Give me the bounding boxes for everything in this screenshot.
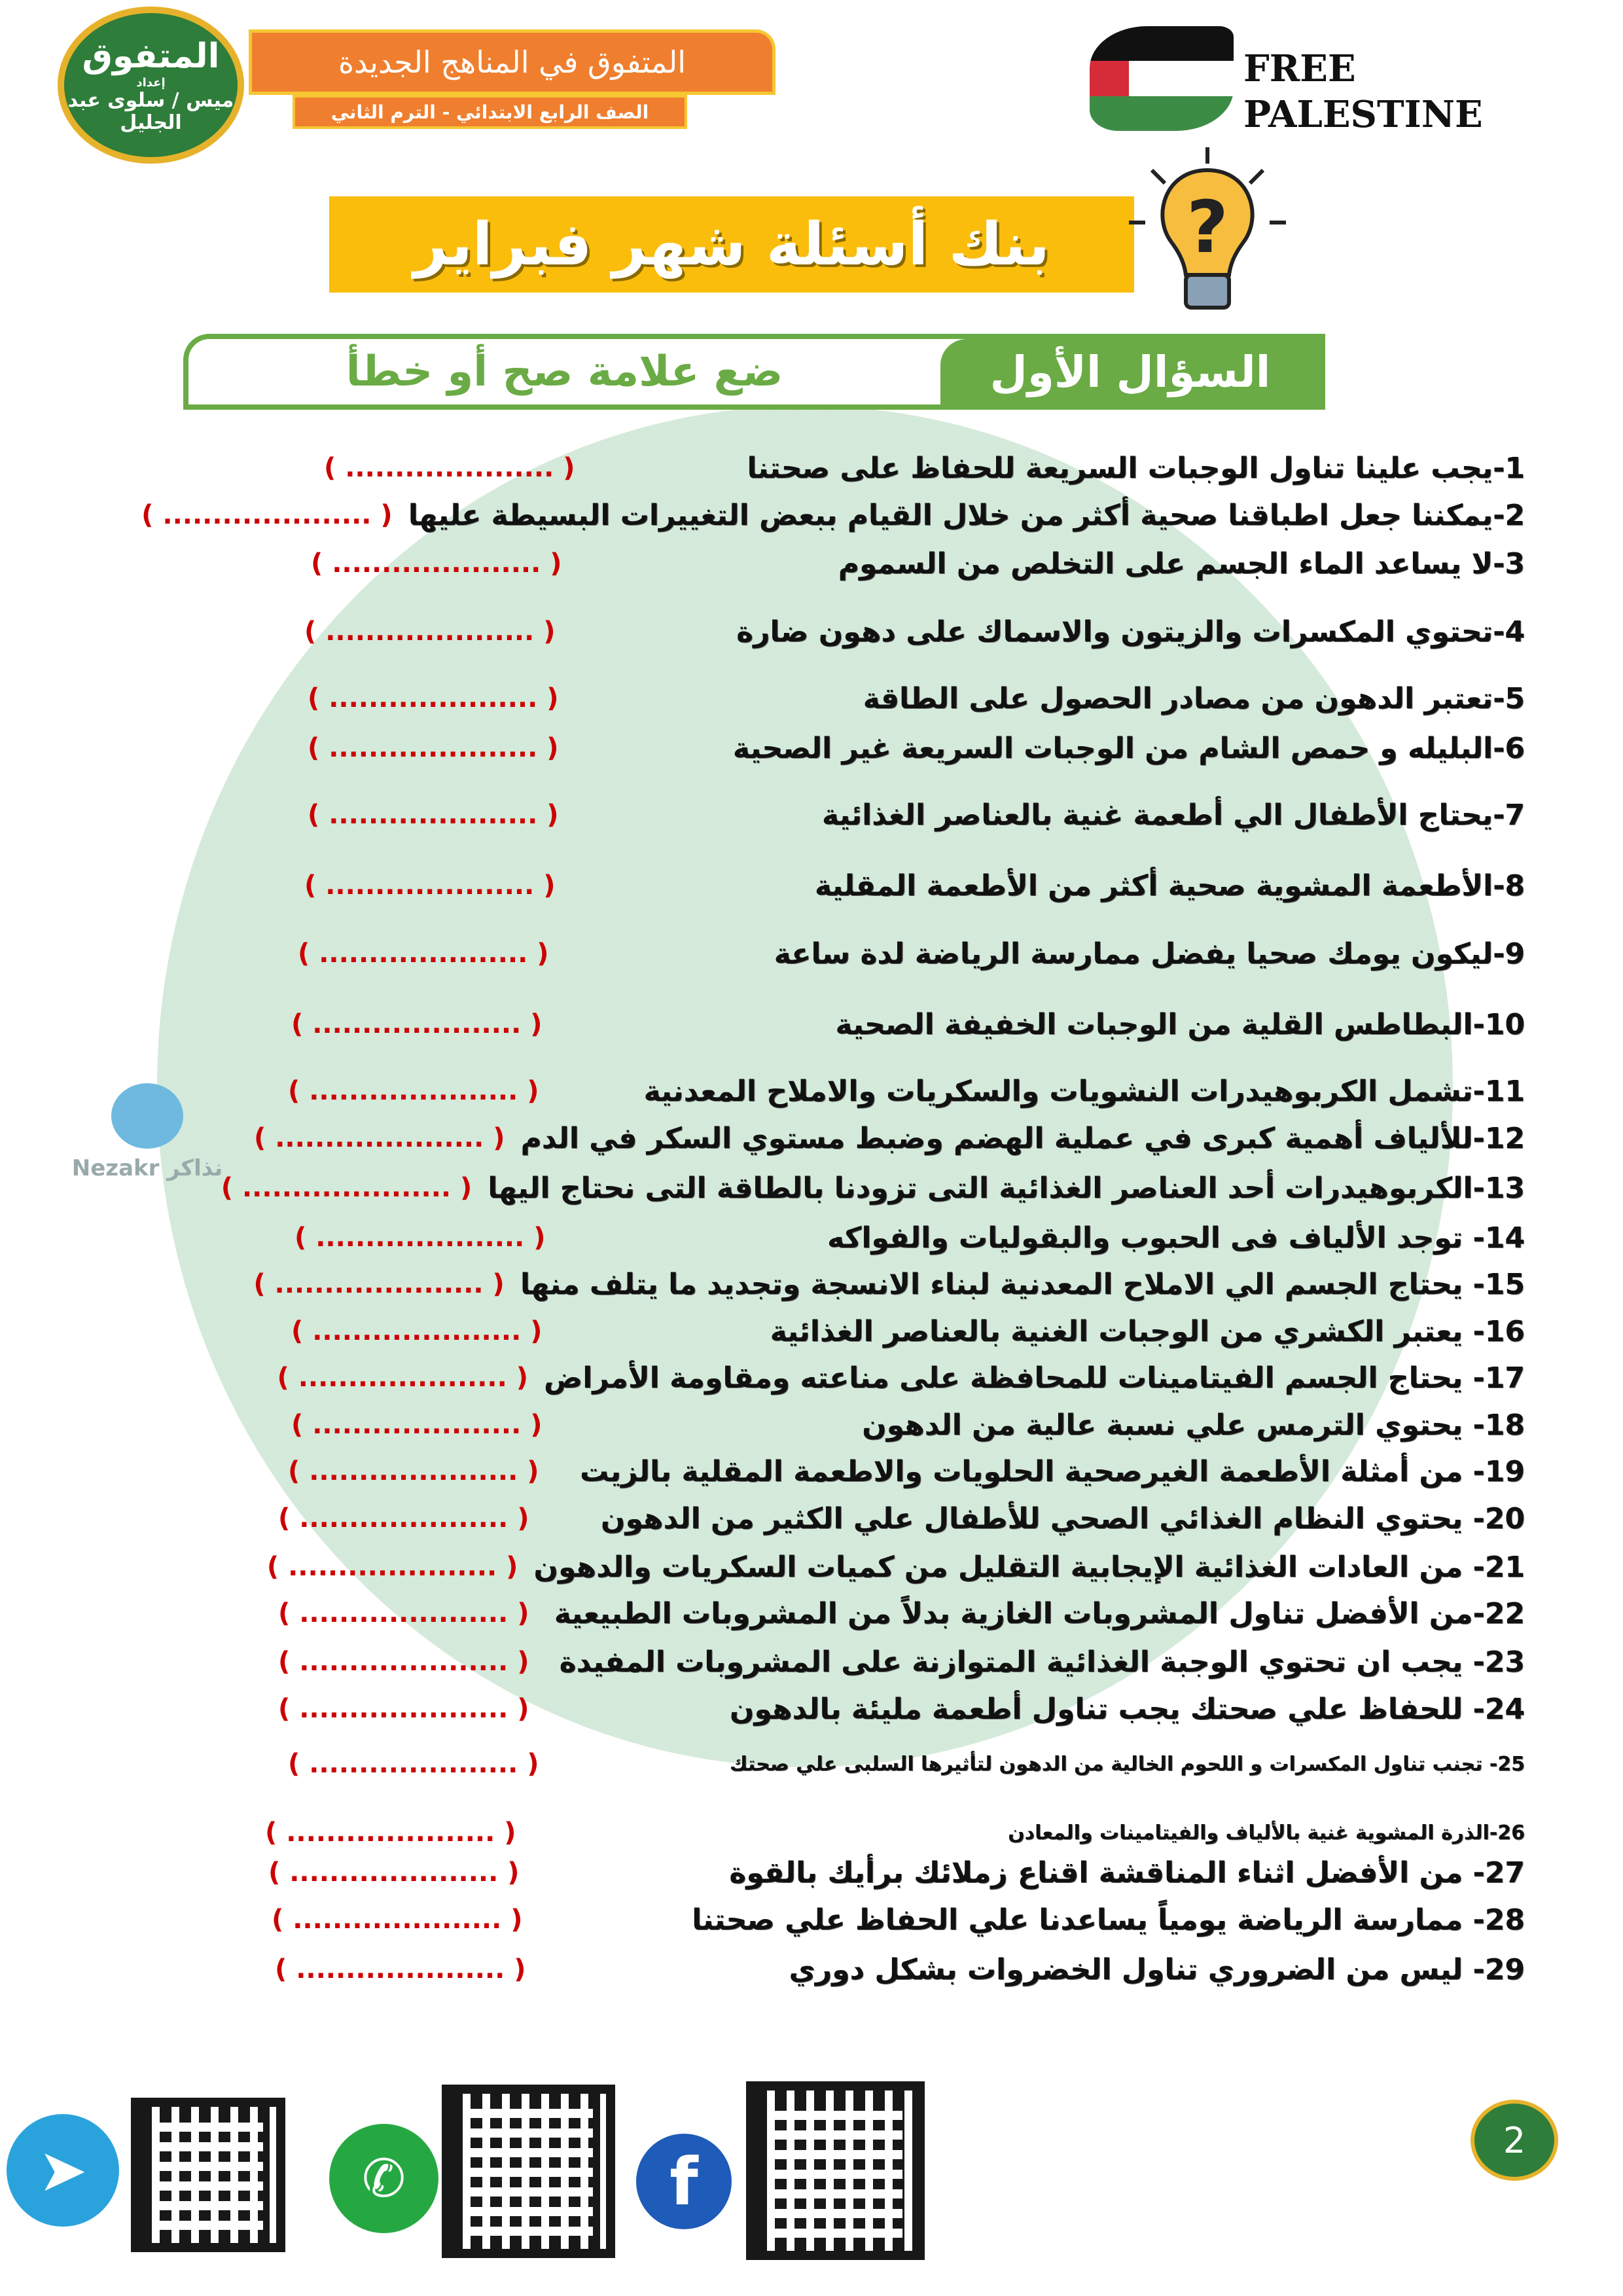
question-text: 16- يعتبر الكشري من الوجبات الغنية بالعناصر الغذائية [770,1315,1525,1348]
question-text: 20- يحتوي النظام الغذائي الصحي للأطفال علي الكثير من الدهون [600,1502,1525,1535]
answer-blank[interactable]: ( ..................... ) [288,1749,539,1779]
answer-blank[interactable]: ( ..................... ) [272,1905,523,1935]
question-text: 9-ليكون يومك صحيا يفضل ممارسة الرياضة لدة ساعة [774,937,1525,971]
question-text: 15- يحتاج الجسم الي الاملاح المعدنية لبناء الانسجة وتجديد ما يتلف منها [520,1268,1525,1301]
question-text: 25- تجنب تناول المكسرات و اللحوم الخالية من الدهون لتأثيرها السلبى علي صحتك [729,1753,1525,1776]
answer-blank[interactable]: ( ..................... ) [291,1009,543,1039]
page-title: بنك أسئلة شهر فبراير [329,196,1134,293]
answer-blank[interactable]: ( ..................... ) [268,1857,520,1888]
answer-blank[interactable]: ( ..................... ) [275,1954,526,1984]
question-text: 7-يحتاج الأطفال الي أطعمة غنية بالعناصر الغذائية [821,798,1525,832]
logo-prepared-by: إعداد [136,75,166,90]
question-text: 5-تعتبر الدهون من مصادر الحصول على الطاقة [863,682,1525,715]
whatsapp-icon[interactable]: ✆ [329,2124,438,2233]
facebook-icon[interactable]: f [636,2134,732,2229]
brand-logo [58,7,244,164]
question-text: 4-تحتوي المكسرات والزيتون والاسماك على دهون ضارة [736,615,1525,649]
answer-blank[interactable]: ( ..................... ) [304,870,556,901]
answer-blank[interactable]: ( ..................... ) [308,733,559,763]
svg-text:?: ? [1186,185,1228,269]
question-text: 28- ممارسة الرياضة يومياً يساعدنا علي الحفاظ علي صحتنا [692,1903,1525,1937]
answer-blank[interactable]: ( ..................... ) [308,683,559,713]
question-text: 14- توجد الألياف فى الحبوب والبقوليات والفواكه [827,1221,1525,1255]
answer-blank[interactable]: ( ..................... ) [298,939,549,969]
answer-blank[interactable]: ( ..................... ) [288,1456,539,1486]
question-text: 13-الكربوهيدرات أحد العناصر الغذائية التى تزودنا بالطاقة التى نحتاج اليها [488,1172,1525,1205]
question-text: 3-لا يساعد الماء الجسم على التخلص من السموم [838,547,1525,581]
question-text: 11-تشمل الكربوهيدرات النشويات والسكريات والاملاح المعدنية [643,1075,1525,1108]
answer-blank[interactable]: ( ..................... ) [278,1598,529,1628]
question-text: 19- من أمثلة الأطعمة الغيرصحية الحلويات والاطعمة المقلية بالزيت [580,1455,1525,1488]
logo-author: ميس / سلوى عبد الجليل [67,88,234,134]
telegram-qr-code [131,2098,285,2252]
facebook-qr-code [746,2081,925,2260]
question-text: 1-يجب علينا تناول الوجبات السريعة للحفاظ على صحتنا [747,452,1525,485]
question-instruction: ضع علامة صح أو خطأ [346,348,783,396]
question-text: 2-يمكننا جعل اطباقنا صحية أكثر من خلال القيام ببعض التغييرات البسيطة عليها [408,499,1525,532]
nezakr-text: Nezakr نذاكر [71,1155,223,1181]
answer-blank[interactable]: ( ..................... ) [278,1503,529,1534]
series-banner: المتفوق في المناهج الجديدة [249,29,776,95]
answer-blank[interactable]: ( ..................... ) [324,453,575,483]
lightbulb-question-icon [1126,144,1289,321]
telegram-icon[interactable]: ➤ [7,2114,119,2227]
answer-blank[interactable]: ( ..................... ) [253,1269,505,1299]
question-label: السؤال الأول [940,339,1320,404]
logo-title: المتفوق [82,36,220,76]
palestine-flag-icon [1090,26,1234,131]
answer-blank[interactable]: ( ..................... ) [291,1316,543,1346]
whatsapp-qr-code [442,2085,615,2258]
question-text: 10-البطاطس القلية من الوجبات الخفيفة الصحية [835,1008,1525,1041]
question-text: 17- يحتاج الجسم الفيتامينات للمحافظة على مناعته ومقاومة الأمراض [544,1361,1525,1395]
answer-blank[interactable]: ( ..................... ) [277,1363,528,1393]
page-number: 2 [1471,2100,1558,2181]
question-text: 12-للألياف أهمية كبرى في عملية الهضم وضبط مستوي السكر في الدم [520,1122,1525,1155]
answer-blank[interactable]: ( ..................... ) [288,1076,539,1106]
question-header [183,334,1325,410]
question-text: 8-الأطعمة المشوية صحية أكثر من الأطعمة المقلية [814,869,1525,903]
answer-blank[interactable]: ( ..................... ) [278,1647,529,1677]
answer-blank[interactable]: ( ..................... ) [294,1223,546,1253]
question-text: 26-الذرة المشوية غنية بالألياف والفيتامينات والمعادن [1008,1821,1525,1844]
question-text: 24- للحفاظ علي صحتك يجب تناول أطعمة مليئة بالدهون [729,1693,1525,1726]
answer-blank[interactable]: ( ..................... ) [266,1552,518,1582]
question-text: 21- من العادات الغذائية الإيجابية التقليل من كميات السكريات والدهون [533,1551,1525,1584]
answer-blank[interactable]: ( ..................... ) [254,1123,505,1153]
free-palestine-text: FREE PALESTINE [1243,47,1483,136]
nezakr-logo [59,1083,236,1214]
question-text: 22-من الأفضل تناول المشروبات الغازية بدلاً من المشروبات الطبيعية [554,1597,1525,1630]
answer-blank[interactable]: ( ..................... ) [304,617,556,647]
grade-banner: الصف الرابع الابتدائي - الترم الثاني [293,95,687,129]
answer-blank[interactable]: ( ..................... ) [221,1173,473,1203]
answer-blank[interactable]: ( ..................... ) [291,1410,543,1440]
graduate-icon [111,1083,183,1149]
question-text: 6-البليله و حمص الشام من الوجبات السريعة غير الصحية [732,732,1525,765]
question-text: 23- يجب ان تحتوي الوجبة الغذائية المتوازنة على المشروبات المفيدة [559,1645,1525,1679]
answer-blank[interactable]: ( ..................... ) [278,1694,529,1724]
answer-blank[interactable]: ( ..................... ) [141,500,393,530]
question-text: 29- ليس من الضروري تناول الخضروات بشكل دوري [789,1953,1525,1986]
answer-blank[interactable]: ( ..................... ) [308,800,559,830]
question-text: 18- يحتوي الترمس علي نسبة عالية من الدهون [862,1408,1525,1442]
answer-blank[interactable]: ( ..................... ) [311,548,562,579]
question-text: 27- من الأفضل اثناء المناقشة اقناع زملائك برأيك بالقوة [729,1856,1525,1890]
answer-blank[interactable]: ( ..................... ) [265,1818,516,1848]
